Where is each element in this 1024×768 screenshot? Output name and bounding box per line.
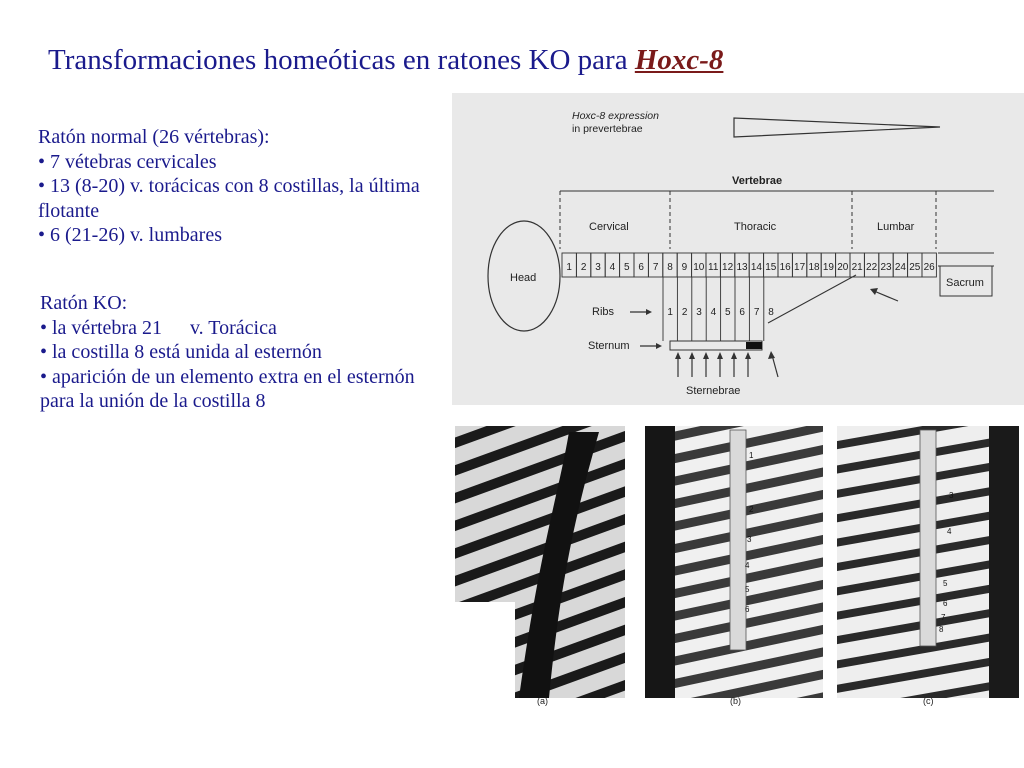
vertebra-number: 2 xyxy=(580,262,587,273)
vertebra-number: 16 xyxy=(779,262,791,273)
title-gene: Hoxc-8 xyxy=(634,44,724,76)
ko-bullet-vertebra-b: v. Torácica xyxy=(189,316,277,339)
photo-a-background xyxy=(455,602,515,698)
ko-bullet-vertebra xyxy=(40,316,440,341)
vertebrae-label: Vertebrae xyxy=(732,175,783,187)
vertebra-number: 26 xyxy=(923,262,935,273)
expression-label-1: Hoxc-8 expression xyxy=(572,110,659,122)
normal-bullet-lumbar: • 6 (21-26) v. lumbares xyxy=(38,224,222,246)
normal-heading: Ratón normal (26 vértebras): xyxy=(38,126,270,148)
vertebra-number: 23 xyxy=(880,262,892,273)
photo-c-num-6: 6 xyxy=(943,599,948,608)
sacrum-label: Sacrum xyxy=(946,277,984,289)
vertebra-number: 21 xyxy=(851,262,863,273)
xray-photos xyxy=(449,412,1024,708)
region-cervical: Cervical xyxy=(589,221,629,233)
photo-c-dark-edge xyxy=(989,426,1019,698)
photo-a-label: (a) xyxy=(537,696,548,706)
diagram-svg xyxy=(452,93,1024,405)
vertebra-number: 17 xyxy=(794,262,806,273)
rib-number: 6 xyxy=(739,307,745,318)
vertebra-number: 20 xyxy=(837,262,849,273)
photo-c-num-4: 4 xyxy=(947,527,952,536)
normal-bullet-thoracic: • 13 (8-20) v. torácicas con 8 costillas, la última flotante xyxy=(38,175,420,222)
hoxc8-diagram xyxy=(452,93,1024,405)
photo-c-sternum xyxy=(920,430,936,646)
vertebra-number: 14 xyxy=(750,262,762,273)
region-lumbar: Lumbar xyxy=(877,221,915,233)
rib-number: 8 xyxy=(768,307,774,318)
photo-b-num-2: 2 xyxy=(749,505,754,514)
ribs-label: Ribs xyxy=(592,306,615,318)
sternum-label: Sternum xyxy=(588,340,630,352)
ko-bullet-sternum: • aparición de un elemento extra en el esternón para la unión de la costilla 8 xyxy=(40,365,415,412)
vertebra-number: 3 xyxy=(595,262,601,273)
vertebra-number: 9 xyxy=(681,262,688,273)
photo-b xyxy=(645,426,823,706)
rib-number: 5 xyxy=(725,307,731,318)
vertebra-number: 6 xyxy=(638,262,644,273)
photo-b-num-3: 3 xyxy=(747,535,752,544)
rib-number: 2 xyxy=(681,307,688,318)
extra-sternebra xyxy=(746,342,762,349)
vertebra-number: 7 xyxy=(652,262,659,273)
photo-b-num-1: 1 xyxy=(749,451,754,460)
rib-number: 1 xyxy=(667,307,673,318)
ko-heading: Ratón KO: xyxy=(40,292,128,314)
photo-b-dark-edge xyxy=(645,426,675,698)
vertebra-number: 1 xyxy=(566,262,572,273)
photo-c xyxy=(837,426,1019,706)
vertebra-number: 5 xyxy=(624,262,630,273)
vertebra-number: 11 xyxy=(708,262,719,273)
photo-c-label: (c) xyxy=(923,696,934,706)
vertebra-number: 13 xyxy=(736,262,748,273)
expression-label-2: in prevertebrae xyxy=(572,123,643,135)
vertebra-number: 4 xyxy=(609,262,616,273)
photo-b-num-6: 6 xyxy=(745,605,750,614)
photo-c-num-3: 3 xyxy=(949,491,954,500)
vertebra-number: 22 xyxy=(866,262,878,273)
sternebrae-label: Sternebrae xyxy=(686,385,741,397)
vertebra-number: 18 xyxy=(808,262,820,273)
photo-c-num-7: 7 xyxy=(941,613,946,622)
photo-b-num-5: 5 xyxy=(745,585,750,594)
photo-b-sternum xyxy=(730,430,746,650)
vertebra-number: 15 xyxy=(765,262,777,273)
xray-svg xyxy=(449,412,1024,708)
photo-a xyxy=(455,426,625,706)
normal-bullet-cervical: • 7 vétebras cervicales xyxy=(38,150,217,173)
photo-c-num-5: 5 xyxy=(943,579,948,588)
rib-number: 4 xyxy=(710,307,717,318)
vertebra-number: 19 xyxy=(822,262,834,273)
rib-number: 7 xyxy=(753,307,760,318)
vertebra-number: 10 xyxy=(693,262,705,273)
vertebra-number: 24 xyxy=(894,262,906,273)
region-thoracic: Thoracic xyxy=(734,221,777,233)
photo-b-label: (b) xyxy=(730,696,741,706)
photo-c-num-8: 8 xyxy=(939,625,944,634)
vertebra-number: 25 xyxy=(909,262,921,273)
vertebra-number: 8 xyxy=(667,262,673,273)
title-text: Transformaciones homeóticas en ratones KO para xyxy=(48,44,635,76)
vertebra-number: 12 xyxy=(722,262,734,273)
head-label: Head xyxy=(510,272,537,284)
ko-bullet-rib: • la costilla 8 está unida al esternón xyxy=(40,341,322,363)
rib-number: 3 xyxy=(696,307,702,318)
ko-bullet-vertebra-a: • la vértebra 21 xyxy=(40,316,162,339)
photo-b-num-4: 4 xyxy=(745,561,750,570)
normal-mouse-block xyxy=(38,125,443,248)
ko-mouse-block xyxy=(40,291,440,414)
slide-title xyxy=(48,44,723,77)
